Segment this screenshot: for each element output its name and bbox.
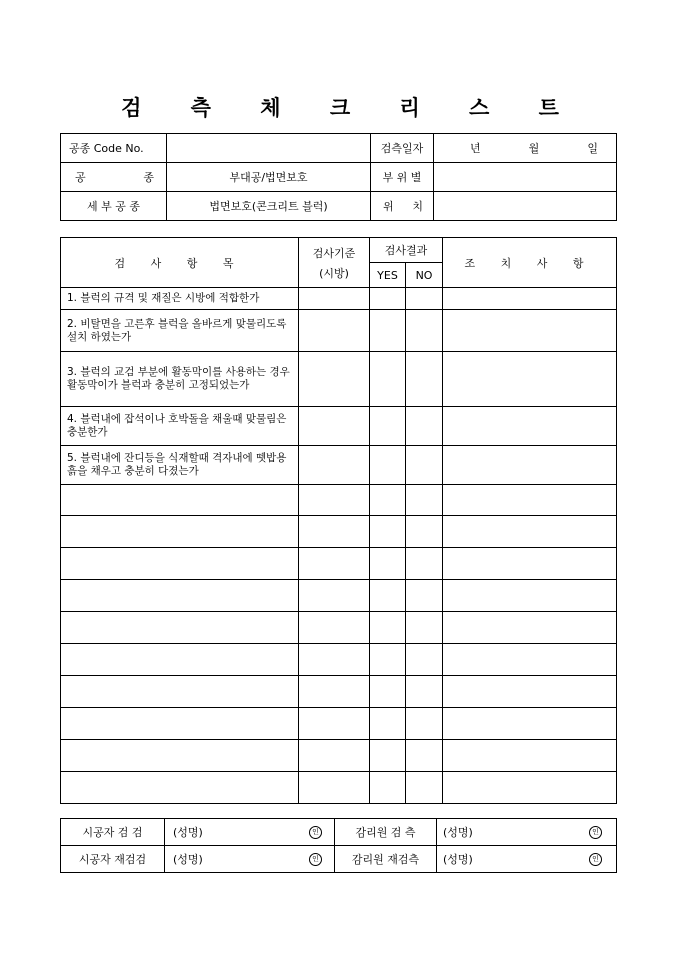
item-cell[interactable] [61, 580, 299, 612]
contractor-reinspect-sign[interactable] [165, 846, 335, 873]
item-cell[interactable] [61, 485, 299, 516]
yes-cell[interactable] [370, 485, 406, 516]
item-cell[interactable] [61, 644, 299, 676]
standard-cell[interactable] [299, 644, 370, 676]
table-row-empty [61, 580, 617, 612]
table-row-empty [61, 548, 617, 580]
item-cell[interactable] [61, 548, 299, 580]
action-cell[interactable] [443, 708, 617, 740]
check-item: 3. 블럭의 교검 부분에 활동막이를 사용하는 경우 활동막이가 블럭과 충분히 고정되었는가 [61, 352, 299, 407]
table-row [61, 352, 617, 407]
page-title: 검 측 체 크 리 스 트 [121, 95, 580, 120]
name-placeholder: (성명) [443, 826, 473, 839]
table-row-empty [61, 485, 617, 516]
action-cell[interactable] [443, 772, 617, 804]
signature-table [60, 818, 617, 873]
supervisor-inspect-sign[interactable] [437, 819, 617, 846]
supervisor-reinspect-label: 감리원 재검측 [335, 846, 437, 873]
col-action-header: 조 치 사 항 [443, 238, 617, 288]
no-cell[interactable] [406, 548, 443, 580]
standard-cell[interactable] [299, 740, 370, 772]
yes-cell[interactable] [370, 772, 406, 804]
action-cell[interactable] [443, 352, 617, 407]
item-cell[interactable] [61, 740, 299, 772]
seal-icon: 인 [309, 826, 322, 839]
no-cell[interactable] [406, 446, 443, 485]
contractor-reinspect-label: 시공자 재검검 [61, 846, 165, 873]
supervisor-reinspect-sign[interactable] [437, 846, 617, 873]
checklist-table [60, 237, 617, 804]
yes-cell[interactable] [370, 407, 406, 446]
yes-cell[interactable] [370, 740, 406, 772]
check-item: 4. 블럭내에 잡석이나 호박돌을 채울때 맞물림은 충분한가 [61, 407, 299, 446]
detail-label: 세 부 공 종 [61, 192, 167, 221]
date-day: 일 [587, 142, 598, 155]
yes-cell[interactable] [370, 644, 406, 676]
standard-cell[interactable] [299, 548, 370, 580]
check-item: 1. 블럭의 규격 및 재질은 시방에 적합한가 [61, 288, 299, 310]
yes-cell[interactable] [370, 516, 406, 548]
action-cell[interactable] [443, 676, 617, 708]
yes-cell[interactable] [370, 310, 406, 352]
col-standard-line1: 검사기준 [312, 246, 356, 260]
yes-cell[interactable] [370, 708, 406, 740]
table-row-empty [61, 772, 617, 804]
work-value: 부대공/법면보호 [167, 163, 371, 192]
location-label-1: 위 [383, 200, 394, 213]
work-label-1: 공 [75, 171, 86, 184]
standard-cell[interactable] [299, 485, 370, 516]
no-cell[interactable] [406, 612, 443, 644]
no-cell[interactable] [406, 708, 443, 740]
contractor-inspect-label: 시공자 검 검 [61, 819, 165, 846]
date-month: 월 [528, 142, 540, 155]
item-cell[interactable] [61, 612, 299, 644]
name-placeholder: (성명) [443, 853, 473, 866]
col-result-header: 검사결과 [370, 238, 443, 263]
check-item: 5. 블럭내에 잔디등을 식재할때 격자내에 뗏밥용 흙을 채우고 충분히 다졌는가 [61, 446, 299, 485]
yes-cell[interactable] [370, 676, 406, 708]
col-yes-header: YES [370, 263, 406, 288]
no-cell[interactable] [406, 644, 443, 676]
table-row-empty [61, 740, 617, 772]
supervisor-inspect-label: 감리원 검 측 [335, 819, 437, 846]
check-item: 2. 비탈면을 고른후 블럭을 올바르게 맞물리도록 설치 하였는가 [61, 310, 299, 352]
table-row-empty [61, 708, 617, 740]
table-row [61, 288, 617, 310]
yes-cell[interactable] [370, 446, 406, 485]
detail-value: 법면보호(콘크리트 블럭) [167, 192, 371, 221]
item-cell[interactable] [61, 516, 299, 548]
date-label: 검측일자 [371, 134, 434, 163]
standard-cell[interactable] [299, 708, 370, 740]
header-table [60, 133, 617, 221]
action-cell[interactable] [443, 580, 617, 612]
yes-cell[interactable] [370, 548, 406, 580]
no-cell[interactable] [406, 407, 443, 446]
action-cell[interactable] [443, 485, 617, 516]
yes-cell[interactable] [370, 288, 406, 310]
no-cell[interactable] [406, 288, 443, 310]
part-label: 부 위 별 [371, 163, 434, 192]
table-row-empty [61, 676, 617, 708]
standard-cell[interactable] [299, 516, 370, 548]
standard-cell[interactable] [299, 288, 370, 310]
name-placeholder: (성명) [173, 826, 203, 839]
standard-cell[interactable] [299, 446, 370, 485]
action-cell[interactable] [443, 288, 617, 310]
no-cell[interactable] [406, 740, 443, 772]
item-cell[interactable] [61, 676, 299, 708]
col-item-header: 검 사 항 목 [61, 238, 299, 288]
work-label-2: 종 [143, 171, 154, 184]
no-cell[interactable] [406, 772, 443, 804]
action-cell[interactable] [443, 516, 617, 548]
part-value-cell[interactable] [434, 163, 617, 192]
item-cell[interactable] [61, 772, 299, 804]
action-cell[interactable] [443, 310, 617, 352]
seal-icon: 인 [589, 853, 602, 866]
yes-cell[interactable] [370, 612, 406, 644]
action-cell[interactable] [443, 407, 617, 446]
table-row-empty [61, 612, 617, 644]
location-label-2: 치 [412, 200, 423, 213]
date-value-cell[interactable] [434, 134, 617, 163]
no-cell[interactable] [406, 580, 443, 612]
action-cell[interactable] [443, 740, 617, 772]
col-standard-line2: (시방) [319, 266, 349, 280]
contractor-inspect-sign[interactable] [165, 819, 335, 846]
yes-cell[interactable] [370, 580, 406, 612]
table-row [61, 446, 617, 485]
seal-icon: 인 [589, 826, 602, 839]
no-cell[interactable] [406, 485, 443, 516]
seal-icon: 인 [309, 853, 322, 866]
col-no-header: NO [406, 263, 443, 288]
table-row-empty [61, 516, 617, 548]
standard-cell[interactable] [299, 310, 370, 352]
standard-cell[interactable] [299, 772, 370, 804]
yes-cell[interactable] [370, 352, 406, 407]
no-cell[interactable] [406, 516, 443, 548]
no-cell[interactable] [406, 310, 443, 352]
standard-cell[interactable] [299, 580, 370, 612]
table-row-empty [61, 644, 617, 676]
name-placeholder: (성명) [173, 853, 203, 866]
table-row [61, 407, 617, 446]
item-cell[interactable] [61, 708, 299, 740]
table-row [61, 310, 617, 352]
standard-cell[interactable] [299, 352, 370, 407]
no-cell[interactable] [406, 676, 443, 708]
action-cell[interactable] [443, 446, 617, 485]
standard-cell[interactable] [299, 407, 370, 446]
action-cell[interactable] [443, 548, 617, 580]
standard-cell[interactable] [299, 612, 370, 644]
date-year: 년 [470, 142, 481, 155]
action-cell[interactable] [443, 644, 617, 676]
code-label: 공종 Code No. [61, 134, 167, 163]
action-cell[interactable] [443, 612, 617, 644]
code-value-cell[interactable] [167, 134, 371, 163]
no-cell[interactable] [406, 352, 443, 407]
col-standard-header [299, 238, 370, 288]
location-value-cell[interactable] [434, 192, 617, 221]
standard-cell[interactable] [299, 676, 370, 708]
